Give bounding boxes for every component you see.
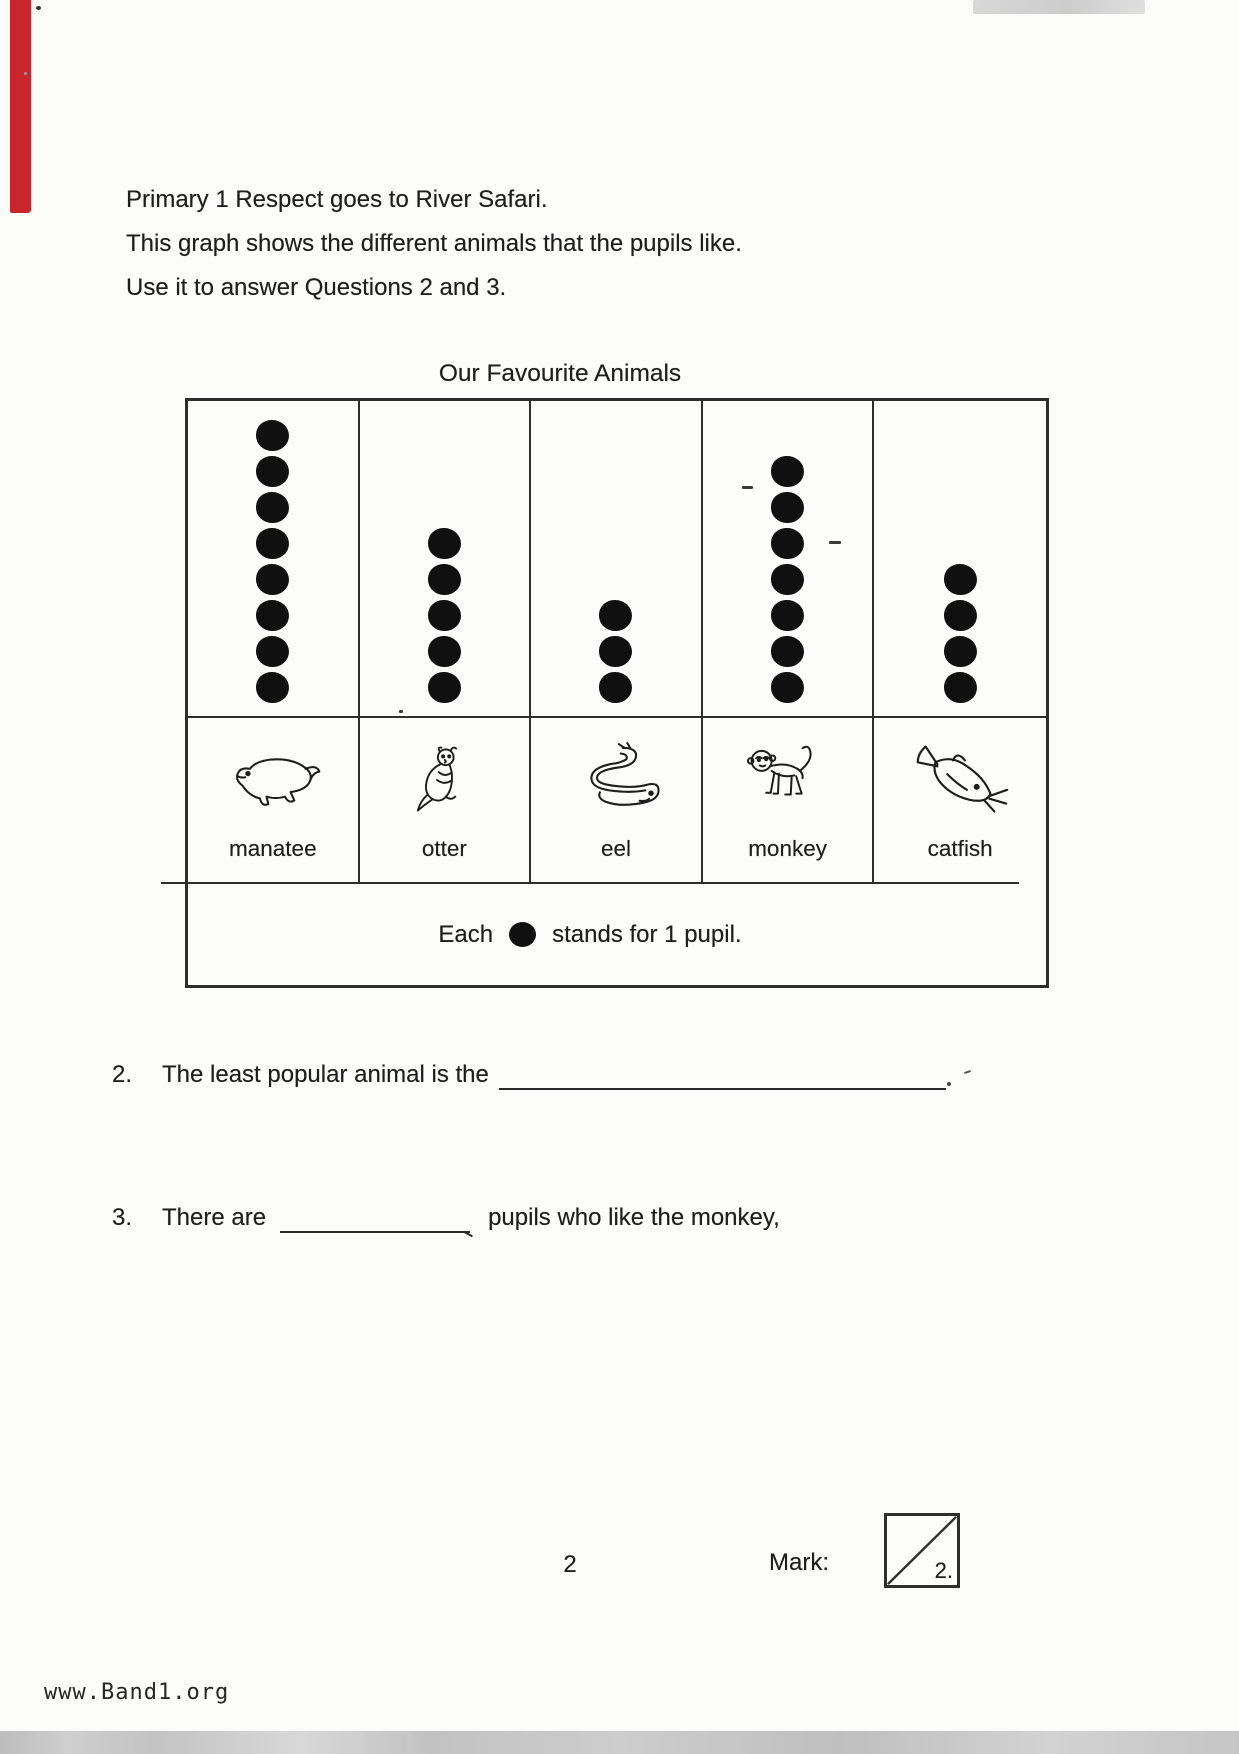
pupil-dot	[256, 600, 289, 631]
pupil-dot	[944, 600, 977, 631]
pupil-dot	[256, 636, 289, 667]
pupil-dot	[428, 600, 461, 631]
mark-label: Mark:	[769, 1549, 829, 1576]
scan-artifact	[36, 6, 41, 10]
animal-cell-catfish	[874, 716, 1046, 882]
question-2-number: 2.	[112, 1061, 133, 1088]
pupil-dot	[599, 600, 632, 631]
animal-cell-manatee	[188, 716, 360, 882]
mark-total-value: 2.	[934, 1558, 953, 1583]
chart-title: Our Favourite Animals	[438, 360, 682, 387]
eel-drawing	[564, 742, 668, 818]
manatee-drawing	[222, 742, 324, 818]
animal-picture-otter	[396, 724, 492, 836]
question-3-text-before: There are	[162, 1204, 267, 1231]
pupil-dot	[771, 528, 804, 559]
page-number: 2	[563, 1551, 577, 1578]
animal-label-eel: eel	[600, 836, 631, 861]
pupil-dot	[428, 636, 461, 667]
pupil-dot	[771, 456, 804, 487]
dots-column-catfish	[874, 401, 1046, 716]
pupil-dot	[428, 672, 461, 703]
animal-picture-monkey	[738, 724, 838, 836]
pupil-dot	[771, 672, 804, 703]
pupil-dot	[771, 564, 804, 595]
question-3	[112, 1203, 1112, 1233]
pupil-dot	[256, 528, 289, 559]
animal-cell-otter	[360, 716, 532, 882]
mark-box	[884, 1513, 960, 1588]
dots-column-manatee	[188, 401, 360, 716]
pupil-dot	[771, 492, 804, 523]
pictograph-table	[185, 398, 1049, 988]
pupil-dot	[944, 636, 977, 667]
question-2-answer-blank	[499, 1064, 946, 1090]
pupil-dot	[256, 492, 289, 523]
pupil-dot	[944, 564, 977, 595]
question-3-number: 3.	[112, 1204, 133, 1231]
legend-row	[161, 882, 1019, 985]
pupil-dot	[771, 600, 804, 631]
pupil-dot	[256, 672, 289, 703]
animal-picture-catfish	[906, 724, 1014, 836]
intro-text	[126, 178, 742, 310]
pupil-dot	[428, 564, 461, 595]
animal-label-monkey: monkey	[748, 836, 827, 861]
question-3-answer-blank	[280, 1207, 470, 1233]
monkey-drawing	[738, 741, 838, 819]
otter-drawing	[396, 741, 492, 819]
footer-scan-bar	[0, 1731, 1239, 1754]
pupil-dot	[599, 636, 632, 667]
website-footer: www.Band1.org	[44, 1680, 230, 1705]
pupil-dot	[256, 420, 289, 451]
scan-artifact-top-bar	[973, 0, 1145, 14]
red-margin-strip	[10, 0, 31, 213]
animal-label-otter: otter	[421, 836, 467, 861]
intro-line-2: This graph shows the different animals that the pupils like.	[126, 230, 742, 257]
dots-column-otter	[360, 401, 532, 716]
dots-column-monkey	[703, 401, 875, 716]
intro-line-1: Primary 1 Respect goes to River Safari.	[126, 186, 548, 213]
pupil-dot	[256, 564, 289, 595]
pupil-dot	[256, 456, 289, 487]
pupil-dot	[771, 636, 804, 667]
intro-line-3: Use it to answer Questions 2 and 3.	[126, 274, 507, 301]
animal-label-manatee: manatee	[229, 836, 317, 861]
animal-cell-eel	[531, 716, 703, 882]
legend-prefix: Each	[438, 920, 494, 948]
animal-label-catfish: catfish	[927, 836, 993, 861]
animal-picture-manatee	[222, 724, 324, 836]
catfish-drawing	[906, 740, 1014, 820]
question-2-text: The least popular animal is the	[162, 1061, 489, 1088]
animal-cell-monkey	[703, 716, 875, 882]
pupil-dot	[428, 528, 461, 559]
legend-suffix: stands for 1 pupil.	[552, 920, 742, 948]
question-3-text-after: pupils who like the monkey,	[488, 1204, 780, 1231]
question-2	[112, 1060, 1112, 1090]
animal-picture-eel	[564, 724, 668, 836]
legend-dot-icon	[509, 922, 536, 947]
scan-artifact	[24, 72, 27, 75]
pupil-dot	[599, 672, 632, 703]
pupil-dot	[944, 672, 977, 703]
dots-column-eel	[531, 401, 703, 716]
